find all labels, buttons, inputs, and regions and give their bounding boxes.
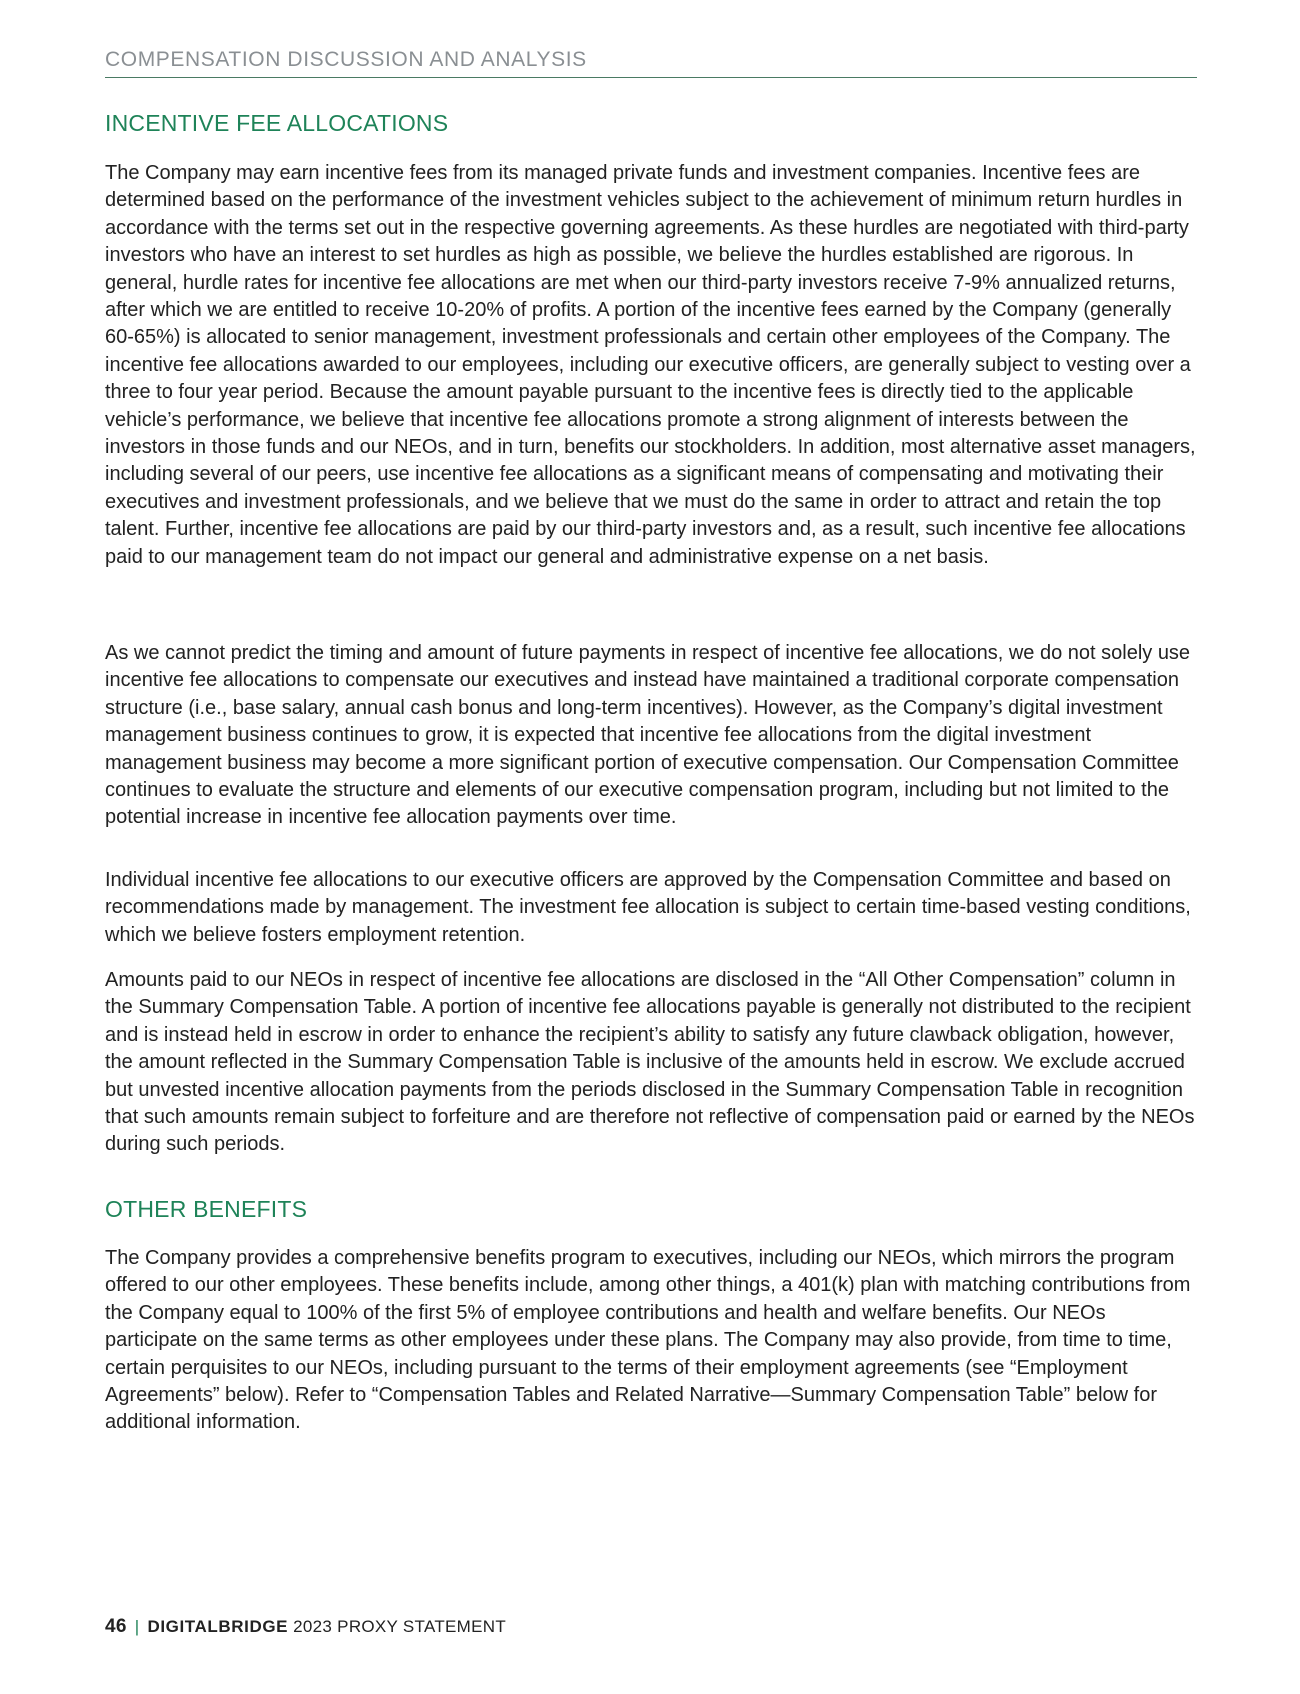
section-heading-incentive-fee-allocations: INCENTIVE FEE ALLOCATIONS (105, 110, 449, 136)
paragraph-incentive-3: Individual incentive fee allocations to our executive officers are approved by the Compensation Committee and based on recommendations made by management. The investment fee allocation is subject to certain time-based vesting conditions, which we believe fosters employment retention. (105, 869, 1191, 946)
footer-brand: DIGITALBRIDGE (147, 1617, 289, 1636)
page-footer (105, 1616, 506, 1638)
paragraph-incentive-4: Amounts paid to our NEOs in respect of incentive fee allocations are disclosed in the “All Other Compensation” column in the Summary Compensation Table. A portion of incentive fee allocations payable is generally not distributed to the recipient and is instead held in escrow in order to enhance the recipient’s ability to satisfy any future clawback obligation, however, the amount reflected in the Summary Compensation Table is inclusive of the amounts held in escrow. We exclude accrued but unvested incentive allocation payments from the periods disclosed in the Summary Compensation Table in recognition that such amounts remain subject to forfeiture and are therefore not reflective of compensation paid or earned by the NEOs during such periods. (105, 969, 1195, 1156)
footer-doc-title: 2023 PROXY STATEMENT (293, 1617, 507, 1636)
paragraph-benefits-1: The Company provides a comprehensive benefits program to executives, including our NEOs, which mirrors the program offered to our other employees. These benefits include, among other things, a 401(k) plan with matching contributions from the Company equal to 100% of the first 5% of employee contributions and health and welfare benefits. Our NEOs participate on the same terms as other employees under these plans. The Company may also provide, from time to time, certain perquisites to our NEOs, including pursuant to the terms of their employment agreements (see “Employment Agreements” below). Refer to “Compensation Tables and Related Narrative—Summary Compensation Table” below for additional information. (105, 1247, 1191, 1434)
page-number: 46 (105, 1616, 127, 1637)
footer-separator: | (134, 1617, 140, 1636)
document-page (105, 0, 1197, 1694)
paragraph-incentive-1: The Company may earn incentive fees from its managed private funds and investment companies. Incentive fees are determined based on the performance of the investment vehicles subject to the achievement of minimum return hurdles in accordance with the terms set out in the respective governing agreements. As these hurdles are negotiated with third-party investors who have an interest to set hurdles as high as possible, we believe the hurdles established are rigorous. In general, hurdle rates for incentive fee allocations are met when our third-party investors receive 7-9% annualized returns, after which we are entitled to receive 10-20% of profits. A portion of the incentive fees earned by the Company (generally 60-65%) is allocated to senior management, investment professionals and certain other employees of the Company. The incentive fee allocations awarded to our employees, including our executive officers, are generally subject to vesting over a three to four year period. Because the amount payable pursuant to the incentive fees is directly tied to the applicable vehicle’s performance, we believe that incentive fee allocations promote a strong alignment of interests between the investors in those funds and our NEOs, and in turn, benefits our stockholders. In addition, most alternative asset managers, including several of our peers, use incentive fee allocations as a significant means of compensating and motivating their executives and investment professionals, and we believe that we must do the same in order to attract and retain the top talent. Further, incentive fee allocations are paid by our third-party investors and, as a result, such incentive fee allocations paid to our management team do not impact our general and administrative expense on a net basis. (105, 162, 1196, 568)
section-heading-other-benefits: OTHER BENEFITS (105, 1196, 308, 1222)
running-header: COMPENSATION DISCUSSION AND ANALYSIS (105, 48, 1197, 78)
paragraph-incentive-2: As we cannot predict the timing and amount of future payments in respect of incentive fee allocations, we do not solely use incentive fee allocations to compensate our executives and instead have maintained a traditional corporate compensation structure (i.e., base salary, annual cash bonus and long-term incentives). However, as the Company’s digital investment management business continues to grow, it is expected that incentive fee allocations from the digital investment management business may become a more significant portion of executive compensation. Our Compensation Committee continues to evaluate the structure and elements of our executive compensation program, including but not limited to the potential increase in incentive fee allocation payments over time. (105, 642, 1191, 829)
